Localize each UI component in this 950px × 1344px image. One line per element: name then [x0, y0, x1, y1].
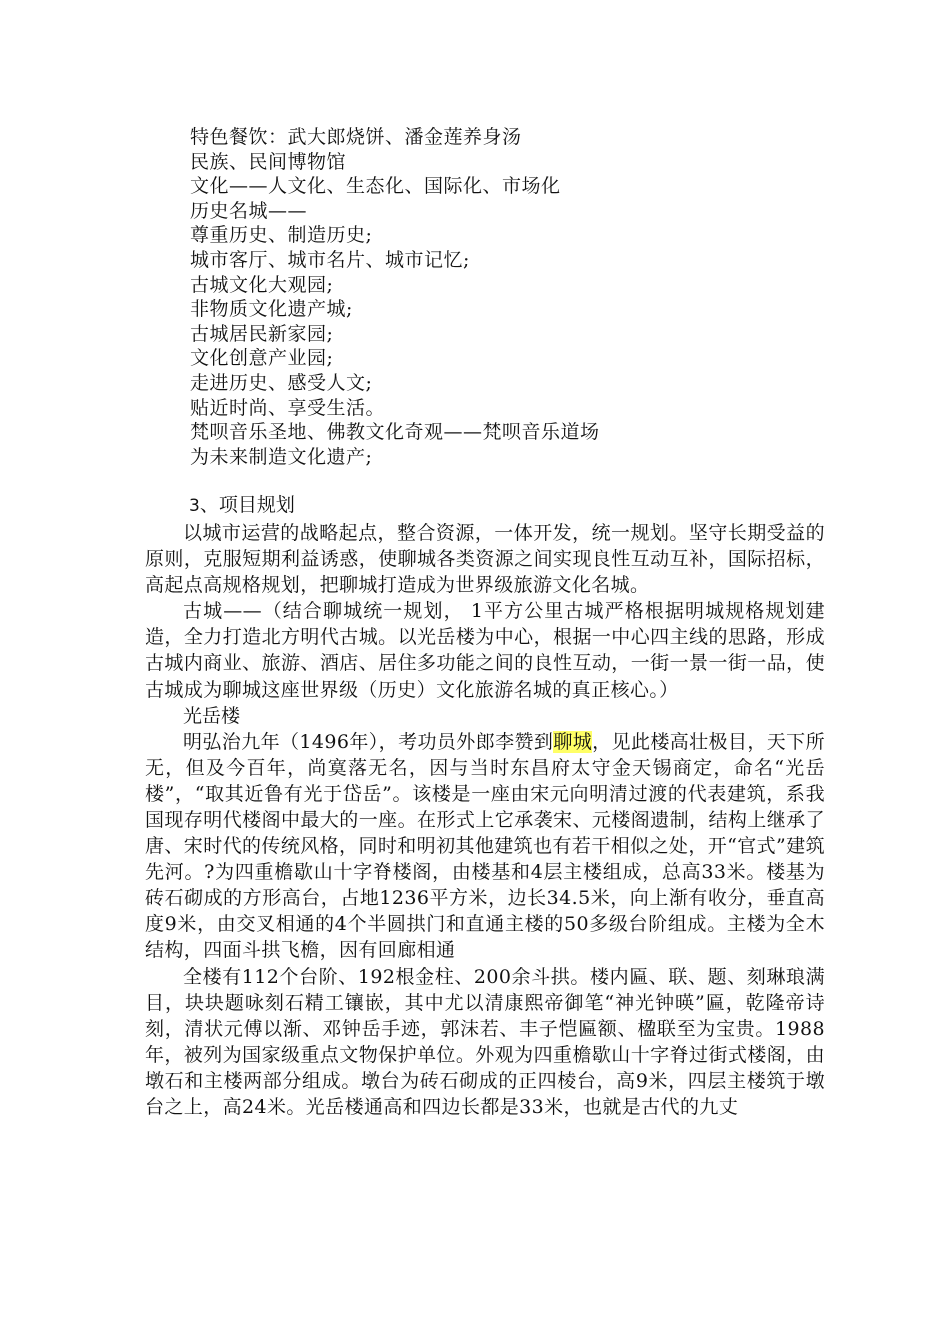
list-item: 非物质文化遗产城;	[190, 298, 353, 321]
paragraph-tower-history	[145, 729, 825, 964]
list-item: 文化创意产业园;	[190, 347, 334, 370]
section-heading	[145, 493, 825, 519]
paragraph-ancient-city: 古城——（结合聊城统一规划， 1平方公里古城严格根据明城规格规划建造，全力打造北方明代古城。以光岳楼为中心，根据一中心四主线的思路，形成古城内商业、旅游、酒店、居住多功能之间的良性互动，一街一景一街一品，使古城成为聊城这座世界级（历史）文化旅游名城的真正核心。）	[145, 600, 825, 701]
list-item: 民族、民间博物馆	[190, 150, 347, 173]
list-item: 走进历史、感受人文;	[190, 371, 373, 394]
list-item: 为未来制造文化遗产;	[190, 445, 373, 468]
paragraph-planning: 以城市运营的战略起点，整合资源，一体开发，统一规划。坚守长期受益的原则，克服短期利益诱惑，使聊城各类资源之间实现良性互动互补，国际招标，高起点高规格规划，把聊城打造成为世界级旅游文化名城。	[145, 522, 825, 597]
list-item: 梵呗音乐圣地、佛教文化奇观——梵呗音乐道场	[190, 421, 600, 444]
feature-list	[190, 125, 790, 469]
list-item: 贴近时尚、享受生活。	[190, 396, 386, 419]
list-item: 城市客厅、城市名片、城市记忆;	[190, 248, 470, 271]
section-heading-text: 、项目规划	[199, 494, 295, 516]
section-number: 3	[189, 496, 200, 516]
list-item: 古城居民新家园;	[190, 322, 334, 345]
list-item: 特色餐饮：武大郎烧饼、潘金莲养身汤	[190, 126, 522, 148]
list-item: 文化——人文化、生态化、国际化、市场化	[190, 175, 561, 198]
paragraph-tower-details: 全楼有112个台阶、192根金柱、200余斗拱。楼内匾、联、题、刻琳琅满目，块块题咏刻石精工镶嵌，其中尤以清康熙帝御笔“神光钟暎”匾，乾隆帝诗刻，清状元傅以渐、邓钟岳手迹，郭沫若、丰子恺匾额、楹联至为宝贵。1988年，被列为国家级重点文物保护单位。外观为四重檐歇山十字脊过街式楼阁，由墩石和主楼两部分组成。墩台为砖石砌成的正四棱台，高9米，四层主楼筑于墩台之上，高24米。光岳楼通高和四边长都是33米，也就是古代的九丈	[145, 965, 825, 1118]
project-planning-section	[145, 493, 825, 1120]
list-item: 历史名城——	[190, 199, 308, 222]
paragraph-text: ，见此楼高壮极目，天下所无，但及今百年，尚寞落无名，因与当时东昌府太守金天锡商定，命名“光岳楼”，“取其近鲁有光于岱岳”。该楼是一座由宋元向明清过渡的代表建筑，系我国现存明代楼阁中最大的一座。在形式上它承袭宋、元楼阁遗制，结构上继承了唐、宋时代的传统风格，同时和明初其他建筑也有若干相似之处，开“官式”建筑先河。?为四重檐歇山十字脊楼阁，由楼基和4层主楼组成，总高33米。楼基为砖石砌成的方形高台，占地1236平方米，边长34.5米，向上渐有收分，垂直高度9米，由交叉相通的4个半圆拱门和直通主楼的50多级台阶组成。主楼为全木结构，四面斗拱飞檐，因有回廊相通	[145, 730, 825, 962]
list-item: 古城文化大观园;	[190, 273, 334, 296]
list-item: 尊重历史、制造历史;	[190, 224, 373, 247]
subheading-guangyue-tower: 光岳楼	[183, 704, 241, 727]
paragraph-text: 明弘治九年（1496年），考功员外郎李赞到	[183, 730, 554, 753]
highlighted-text: 聊城	[553, 730, 593, 753]
